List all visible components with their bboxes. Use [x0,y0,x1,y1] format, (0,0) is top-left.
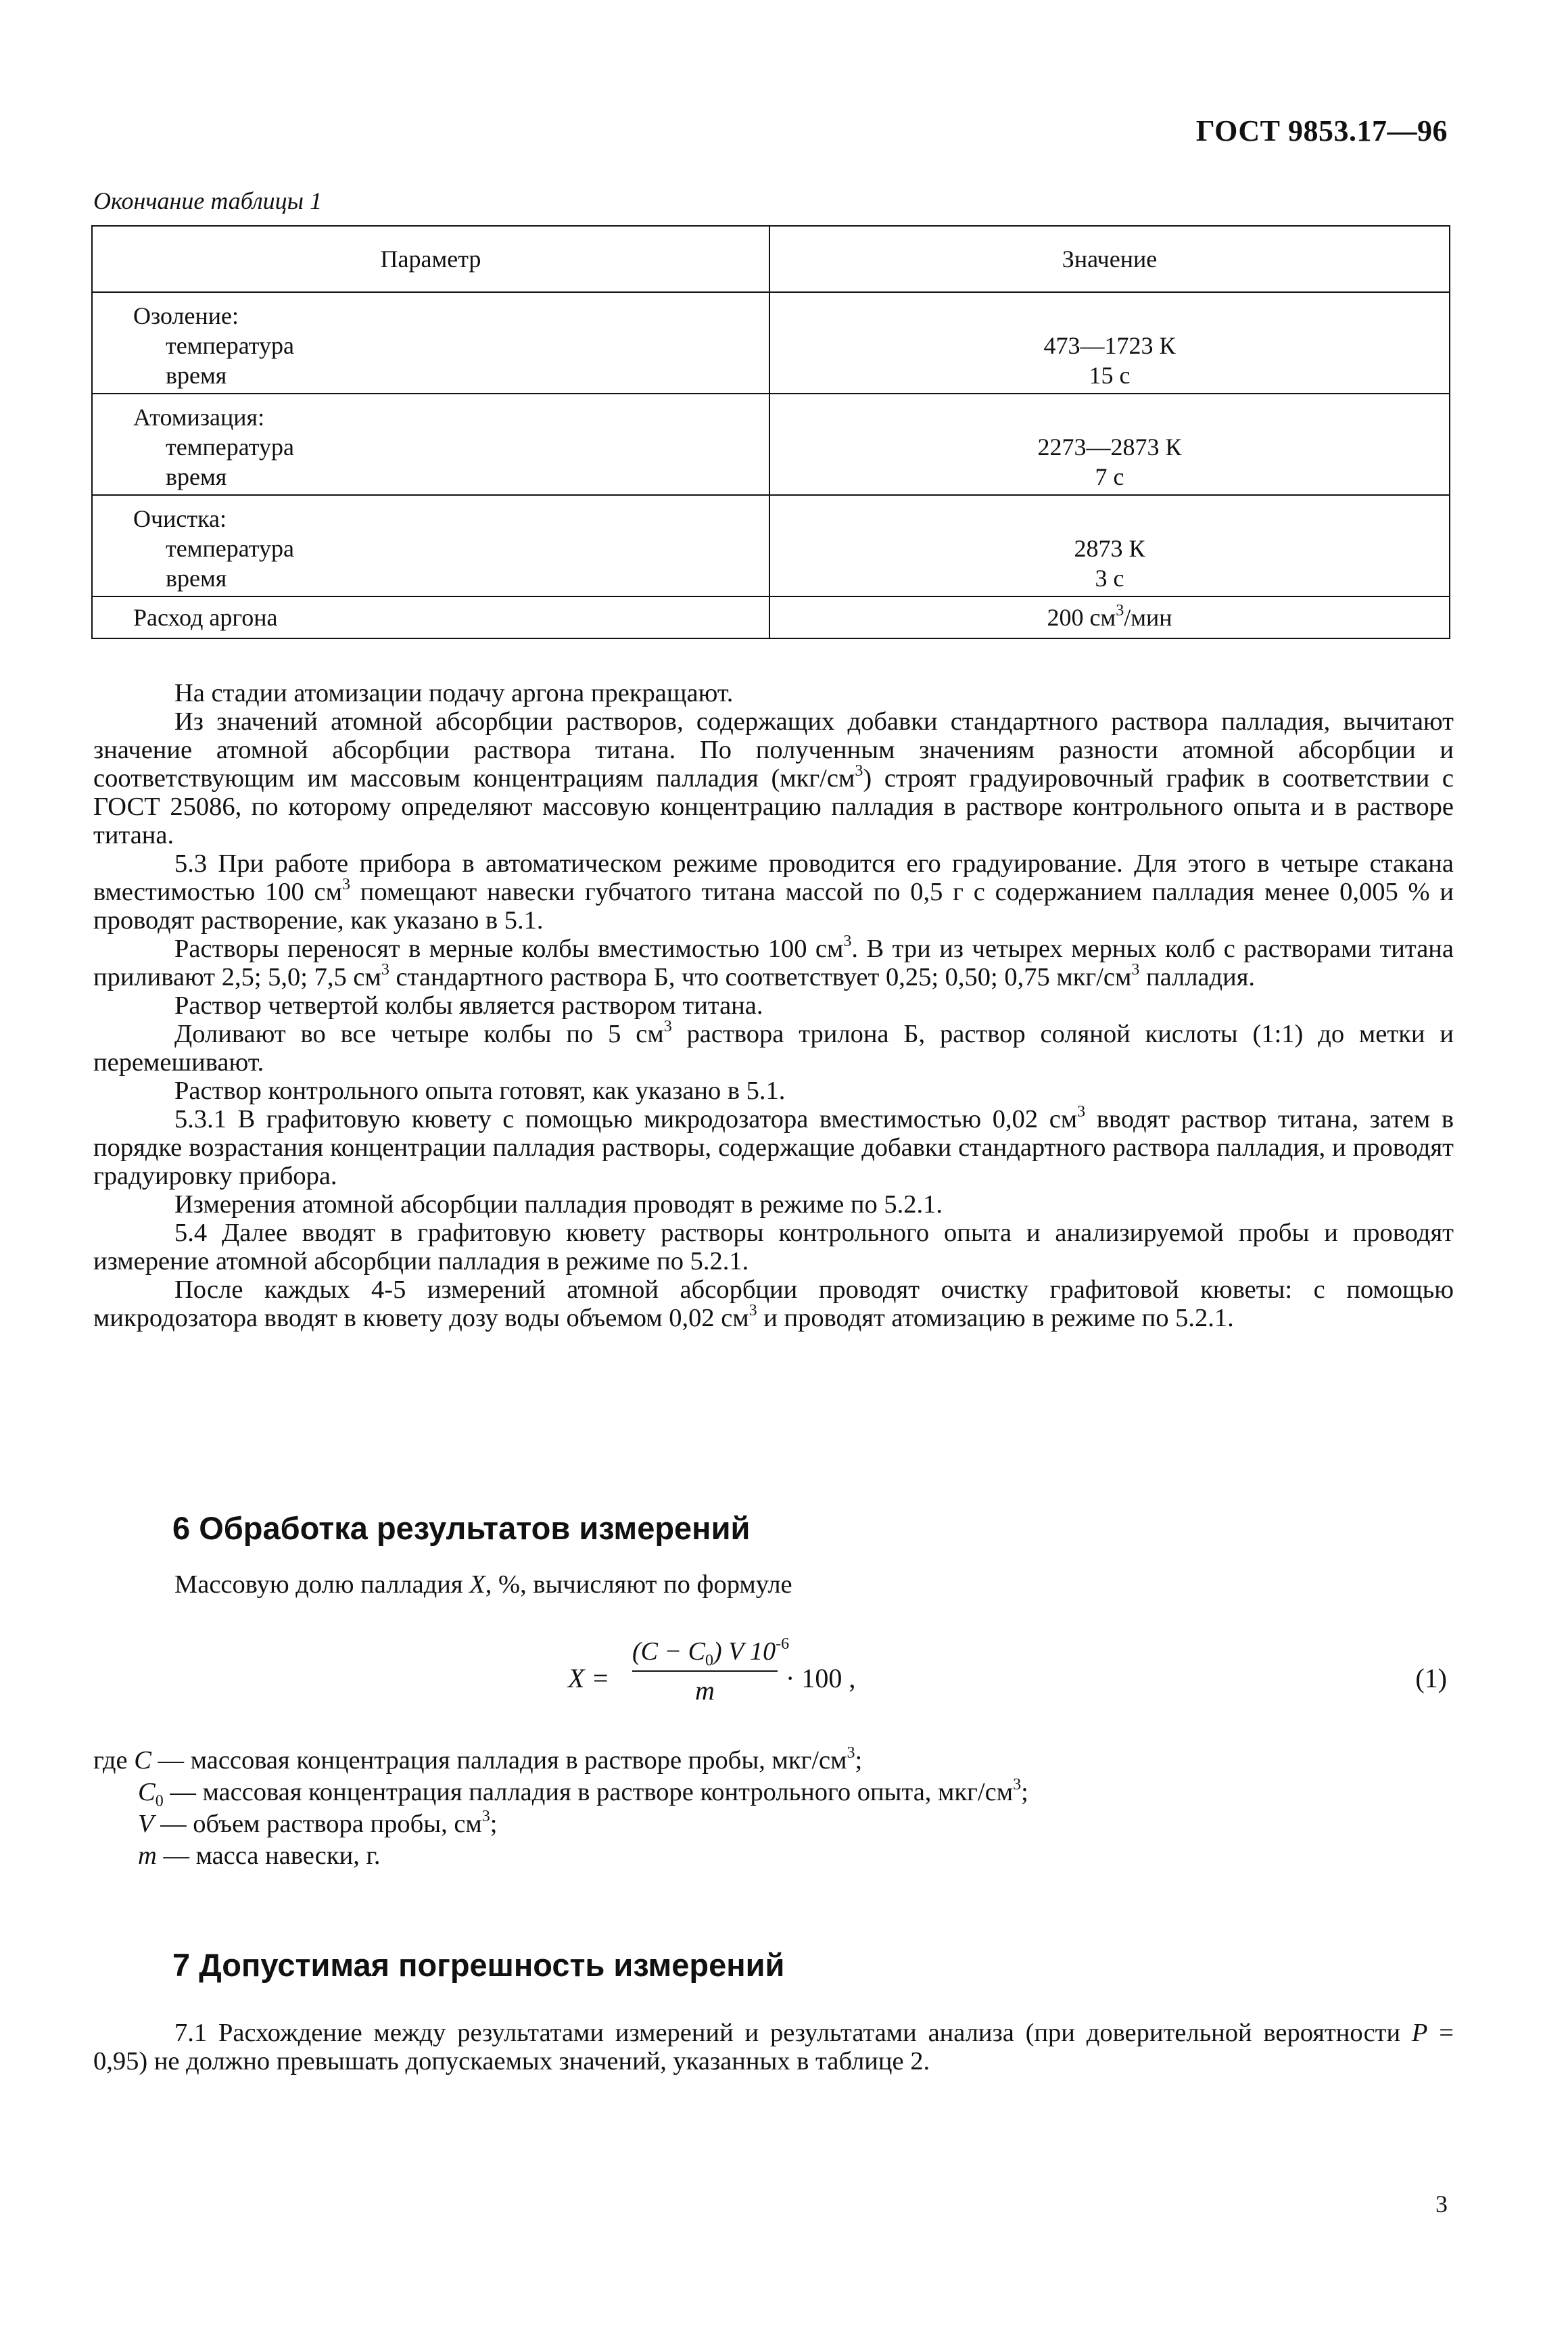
section-7-heading: 7 Допустимая погрешность измерений [172,1947,785,1983]
table-row [92,495,1450,596]
paragraph: Раствор четвертой колбы является раствором титана. [174,991,763,1020]
row-sublabel: время [166,362,227,389]
table-cell-parameter [92,292,769,394]
paragraph: После каждых 4-5 измерений атомной абсорбции проводят очистку графитовой кюветы: с помощью микродозатора вводят в кювету дозу воды объемом 0,02 $см^3$ и проводят атомизацию в режиме по 5.2.1. [93,1275,1454,1332]
formula-definitions [93,1745,1028,1872]
row-label: Очистка: [133,505,227,532]
formula-1 [568,1637,1447,1711]
paragraph: Из значений атомной абсорбции растворов, содержащих добавки стандартного раствора палладия, вычитают значение атомной абсорбции раствора титана. По полученным значениям разности атомной абсорбции и соответствующим им массовым концентрациям палладия $(мкг/см^3)$ строят градуировочный график в соответствии с ГОСТ 25086, по которому определяют массовую концентрацию палладия в растворе контрольного опыта и в растворе титана. [93,707,1454,849]
table-header-parameter: Параметр [92,226,769,292]
formula-fraction [632,1635,790,1706]
paragraph: Доливают во все четыре колбы по 5 $см^3$ раствора трилона Б, раствор соляной кислоты (1:1) до метки и перемешивают. [93,1018,1454,1077]
paragraph: Раствор контрольного опыта готовят, как указано в 5.1. [174,1077,786,1105]
row-value: 7 с [1095,463,1124,490]
table-cell-value [769,394,1450,495]
row-value: 3 с [1095,565,1124,592]
row-sublabel: температура [166,433,295,461]
table-header-value: Значение [769,226,1450,292]
row-value: 2873 К [1074,535,1145,562]
section-7-text [93,2019,1454,2075]
value-unit: /мин [1124,604,1172,631]
formula-number: (1) [1415,1663,1447,1693]
page-number: 3 [1435,2190,1448,2218]
row-sublabel: температура [166,535,295,562]
formula-numerator: $(C - C_0)$ V $10^{-6}$ [632,1635,790,1670]
section-6-heading: 6 Обработка результатов измерений [172,1510,751,1546]
definition-row: $C_0$ — массовая концентрация палладия в растворе контрольного опыта, мкг/$см^3$; [138,1776,1028,1810]
table-row [92,394,1450,495]
table-cell-parameter [92,394,769,495]
row-label: Озоление: [133,302,239,329]
value-text: 200 см [1047,604,1116,631]
formula-lhs: X = [568,1663,610,1693]
table-row [92,292,1450,394]
table-cell-parameter: Расход аргона [92,596,769,638]
row-value: 2273—2873 К [1037,433,1182,461]
table-cell-value [769,495,1450,596]
paragraph: 7.1 Расхождение между результатами измерений и результатами анализа (при доверительной вероятности P = 0,95) не должно превышать допускаемых значений, указанных в таблице 2. [93,2019,1454,2075]
definition-row: m — масса навески, г. [138,1841,381,1870]
row-sublabel: время [166,463,227,490]
parameters-table [91,225,1450,639]
paragraph: На стадии атомизации подачу аргона прекращают. [174,679,734,707]
table-header-row [92,226,1450,292]
formula-rhs: · 100 , [786,1663,856,1693]
fraction-bar [632,1670,778,1672]
paragraph: 5.4 Далее вводят в графитовую кювету растворы контрольного опыта и анализируемой пробы и проводят измерение атомной абсорбции палладия в режиме по 5.2.1. [93,1219,1454,1275]
superscript: 3 [1116,602,1124,619]
paragraph: Массовую долю палладия X, %, вычисляют по формуле [174,1570,792,1599]
body-text-section5 [93,679,1454,1332]
paragraph: 5.3.1 В графитовую кювету с помощью микродозатора вместимостью 0,02 $см^3$ вводят раствор титана, затем в порядке возрастания концентрации палладия растворы, содержащие добавки стандартного раствора палладия, и проводят градуировку прибора. [93,1103,1454,1190]
table-row [92,596,1450,638]
formula-denominator: m [695,1675,715,1706]
table-cell-parameter [92,495,769,596]
definition-row: V — объем раствора пробы, $см^3$; [138,1808,498,1838]
definition-row: где C — массовая концентрация палладия в растворе пробы, мкг/$см^3$; [93,1744,863,1775]
row-value: 15 с [1089,362,1131,389]
paragraph: Растворы переносят в мерные колбы вместимостью 100 $см^3$. В три из четырех мерных колб с растворами титана приливают 2,5; 5,0; 7,5 $см^3$ стандартного раствора Б, что соответствует 0,25; 0,50; 0,75 мкг/$см^3$ палладия. [93,933,1454,991]
table-caption: Окончание таблицы 1 [93,187,323,214]
paragraph: 5.3 При работе прибора в автоматическом режиме проводится его градуирование. Для этого в четыре стакана вместимостью 100 $см^3$ помещают навески губчатого титана массой по 0,5 г с содержанием палладия менее 0,005 % и проводят растворение, как указано в 5.1. [93,849,1454,935]
section-6-intro [93,1570,1454,1599]
row-sublabel: время [166,565,227,592]
row-value: 473—1723 К [1043,332,1176,359]
row-label: Атомизация: [133,404,265,431]
paragraph: Измерения атомной абсорбции палладия проводят в режиме по 5.2.1. [174,1190,943,1219]
table-cell-value [769,596,1450,638]
document-code: ГОСТ 9853.17—96 [1195,114,1448,147]
table-cell-value [769,292,1450,394]
row-sublabel: температура [166,332,295,359]
